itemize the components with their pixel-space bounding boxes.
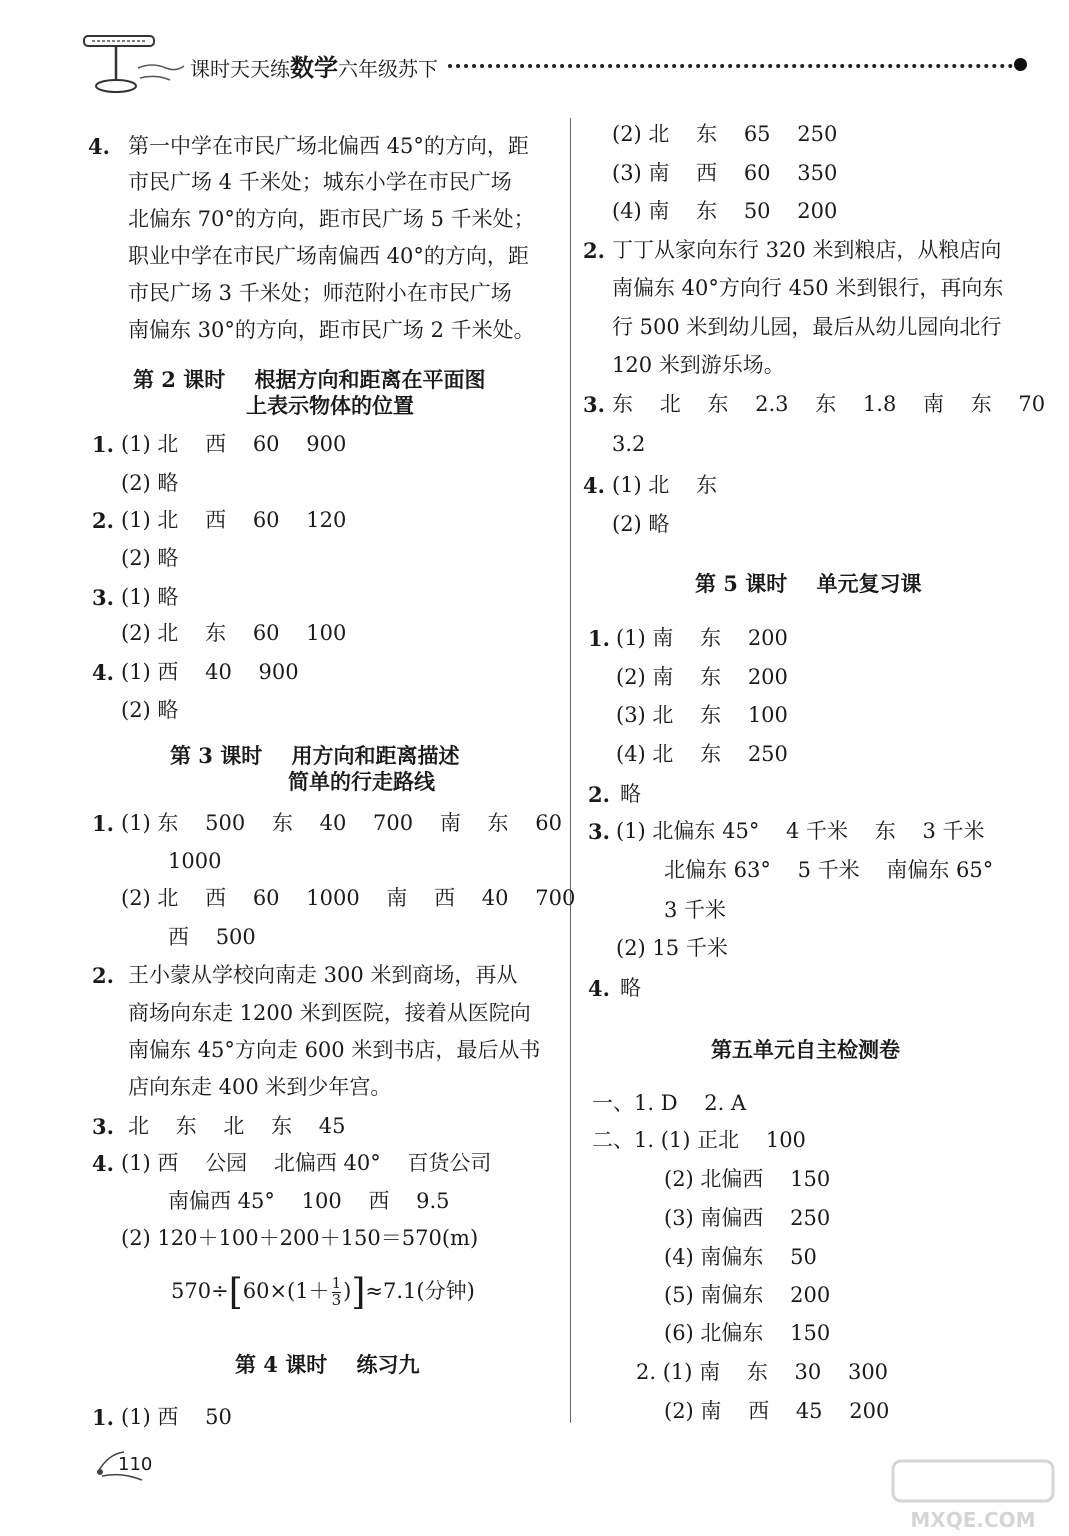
- question-number: 3.: [92, 1114, 114, 1139]
- header-dotted-rule: [448, 64, 1013, 68]
- answer-line: (1) 西 50: [121, 1405, 232, 1429]
- answer-line: (2) 南 东 200: [616, 665, 788, 689]
- answer-line: 一、1. D 2. A: [592, 1091, 747, 1115]
- answer-line: (3) 南 西 60 350: [612, 161, 838, 185]
- answer-line: 行 500 米到幼儿园，最后从幼儿园向北行: [612, 315, 1002, 339]
- answer-line: 1000: [168, 849, 222, 873]
- header-edition: 苏: [398, 57, 418, 81]
- answer-line: 二、1. (1) 正北 100: [592, 1128, 806, 1152]
- section-title: 第 3 课时 用方向和距离描述: [170, 743, 460, 768]
- answer-line: 东 北 东 2.3 东 1.8 南 东 70: [612, 392, 1046, 416]
- header-subject: 数学: [290, 54, 338, 82]
- fraction-denominator: 3: [331, 1291, 342, 1309]
- answer-line: 丁丁从家向东行 320 米到粮店，从粮店向: [612, 238, 1002, 262]
- answer-line: 王小蒙从学校向南走 300 米到商场，再从: [128, 963, 518, 987]
- section-title: 简单的行走路线: [288, 769, 435, 794]
- answer-line: (2) 略: [121, 546, 179, 570]
- answer-line: 店向东走 400 米到少年宫。: [128, 1075, 392, 1099]
- question-number: 3.: [92, 585, 114, 610]
- question-number: 2.: [583, 238, 605, 263]
- answer-line: (1) 西 公园 北偏西 40° 百货公司: [121, 1151, 492, 1175]
- answer-line: (2) 15 千米: [616, 936, 728, 960]
- header-dot: [1014, 58, 1027, 71]
- answer-line: (2) 120＋100＋200＋150＝570(m): [121, 1226, 479, 1250]
- header-title: [190, 48, 438, 83]
- answer-line: (3) 南偏西 250: [664, 1206, 831, 1230]
- answer-line: 西 500: [168, 925, 256, 949]
- answer-line: (2) 略: [612, 512, 670, 536]
- svg-text:MXQE.COM: MXQE.COM: [910, 1508, 1036, 1532]
- answer-line: (1) 北 西 60 120: [121, 508, 347, 532]
- question-number: 2.: [92, 963, 114, 988]
- answer-line: 南偏东 40°方向行 450 米到银行，再向东: [612, 276, 1004, 300]
- answer-line: 商场向东走 1200 米到医院，接着从医院向: [128, 1001, 531, 1025]
- question-number: 4.: [88, 134, 110, 159]
- question-number: 1.: [92, 1405, 114, 1430]
- answer-line: (2) 略: [121, 471, 179, 495]
- question-number: 1.: [588, 626, 610, 651]
- section-title: 第 2 课时 根据方向和距离在平面图: [133, 367, 486, 392]
- answer-line: (5) 南偏东 200: [664, 1283, 831, 1307]
- answer-line: (1) 北偏东 45° 4 千米 东 3 千米: [616, 819, 985, 843]
- answer-line: 2. (1) 南 东 30 300: [636, 1360, 889, 1384]
- answer-line: (2) 略: [121, 698, 179, 722]
- question-number: 4.: [583, 473, 605, 498]
- answer-line: 职业中学在市民广场南偏西 40°的方向，距: [128, 244, 529, 268]
- equation-inner: 60×(1＋: [242, 1279, 330, 1303]
- answer-line: 北 东 北 东 45: [128, 1114, 346, 1138]
- answer-line: 北偏东 70°的方向，距市民广场 5 千米处；: [128, 207, 535, 231]
- answer-line: 3 千米: [664, 898, 727, 922]
- equation: [171, 1272, 475, 1313]
- answer-line: (3) 北 东 100: [616, 703, 788, 727]
- answer-line: 南偏东 45°方向走 600 米到书店，最后从书: [128, 1038, 541, 1062]
- fraction: [332, 1276, 342, 1309]
- header-series: 课时天天练: [190, 57, 290, 81]
- question-number: 4.: [588, 976, 610, 1001]
- section-title: 第 4 课时 练习九: [235, 1352, 420, 1377]
- answer-line: (4) 南偏东 50: [664, 1245, 817, 1269]
- answer-line: (2) 北 东 60 100: [121, 621, 347, 645]
- question-number: 2.: [588, 782, 610, 807]
- answer-line: 市民广场 4 千米处；城东小学在市民广场: [128, 170, 512, 194]
- question-number: 4.: [92, 660, 114, 685]
- section-title: 第五单元自主检测卷: [711, 1037, 900, 1062]
- answer-line: 3.2: [612, 432, 646, 456]
- watermark-logo: [885, 1455, 1065, 1535]
- equation-right: ≈7.1(分钟): [365, 1279, 475, 1303]
- question-number: 3.: [588, 819, 610, 844]
- answer-line: (2) 北 西 60 1000 南 西 40 700: [121, 886, 576, 910]
- question-number: 1.: [92, 432, 114, 457]
- answer-line: (2) 南 西 45 200: [664, 1399, 890, 1423]
- bracket-close: ]: [351, 1272, 366, 1313]
- page-number: 110: [118, 1454, 153, 1475]
- answer-line: (2) 北偏西 150: [664, 1167, 831, 1191]
- section-title: 上表示物体的位置: [246, 393, 414, 418]
- header-volume: 下: [418, 57, 438, 81]
- question-number: 4.: [92, 1151, 114, 1176]
- answer-line: 略: [620, 976, 641, 1000]
- equation-left: 570÷: [171, 1279, 229, 1303]
- answer-line: 市民广场 3 千米处；师范附小在市民广场: [128, 281, 512, 305]
- question-number: 2.: [92, 508, 114, 533]
- answer-line: 南偏东 30°的方向，距市民广场 2 千米处。: [128, 318, 535, 342]
- answer-line: (6) 北偏东 150: [664, 1321, 831, 1345]
- answer-line: (1) 北 西 60 900: [121, 432, 347, 456]
- bracket-open: [: [228, 1272, 243, 1313]
- answer-line: (1) 北 东: [612, 473, 718, 497]
- column-divider: [570, 118, 571, 1423]
- answer-line: (1) 西 40 900: [121, 660, 299, 684]
- page-header: [0, 0, 1069, 100]
- answer-line: 120 米到游乐场。: [612, 353, 785, 377]
- answer-line: 北偏东 63° 5 千米 南偏东 65°: [664, 858, 994, 882]
- equation-close: ): [343, 1279, 352, 1303]
- question-number: 3.: [583, 392, 605, 417]
- desk-lamp-icon: [78, 28, 188, 98]
- answer-line: 第一中学在市民广场北偏西 45°的方向，距: [128, 134, 529, 158]
- section-title: 第 5 课时 单元复习课: [695, 571, 922, 596]
- header-grade: 六年级: [338, 57, 398, 81]
- fraction-numerator: 1: [331, 1274, 342, 1293]
- answer-line: (1) 东 500 东 40 700 南 东 60: [121, 811, 562, 835]
- question-number: 1.: [92, 811, 114, 836]
- answer-line: (1) 略: [121, 585, 179, 609]
- answer-line: (1) 南 东 200: [616, 626, 788, 650]
- answer-line: (4) 南 东 50 200: [612, 199, 838, 223]
- answer-line: (4) 北 东 250: [616, 742, 788, 766]
- answer-line: 南偏西 45° 100 西 9.5: [168, 1189, 450, 1213]
- answer-line: 略: [620, 782, 641, 806]
- answer-line: (2) 北 东 65 250: [612, 122, 838, 146]
